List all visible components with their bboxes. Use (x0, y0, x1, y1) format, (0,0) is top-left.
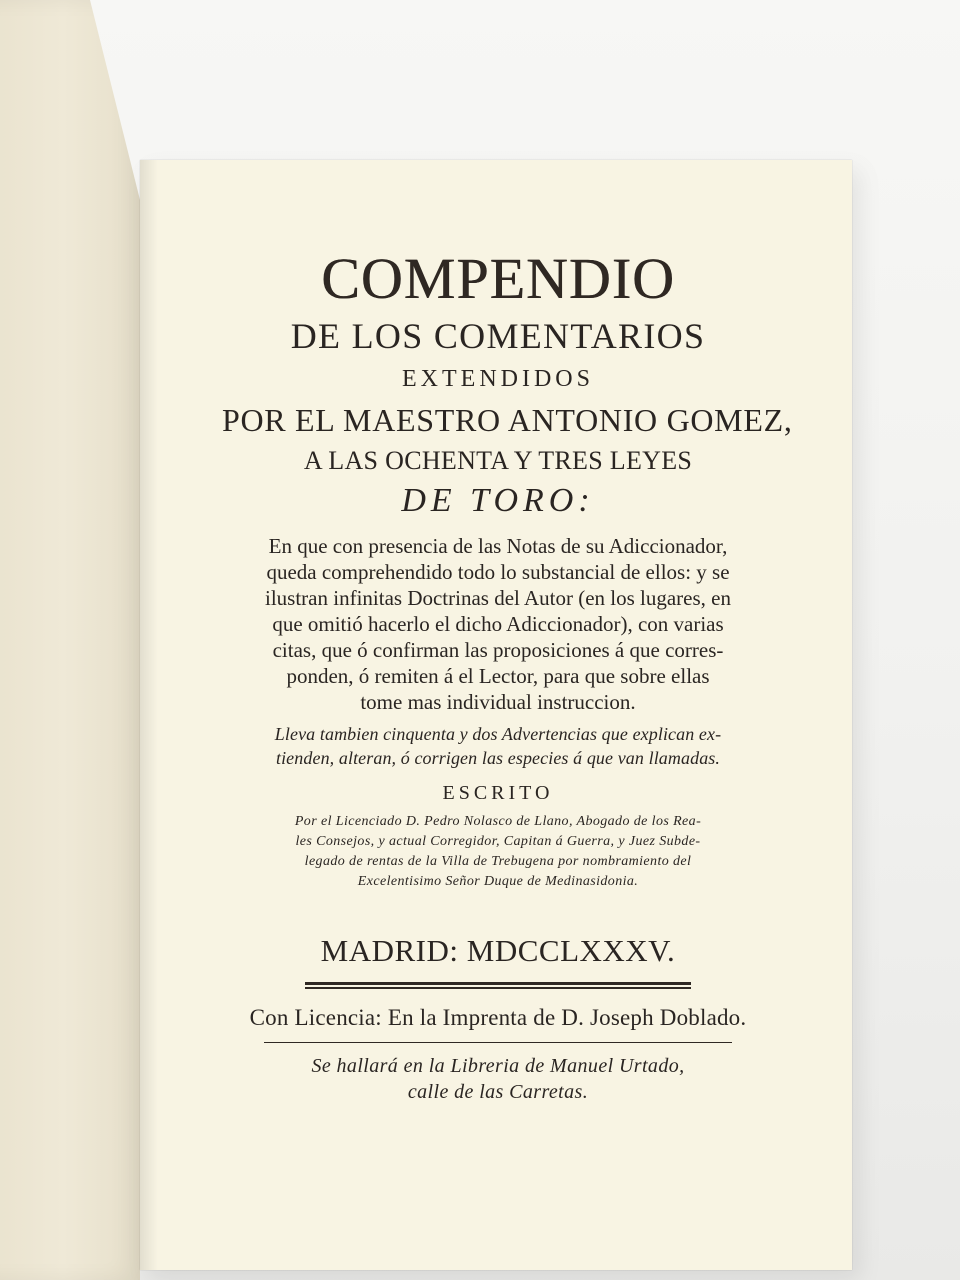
description-line: En que con presencia de las Notas de su Adiccionador, (268, 534, 728, 558)
escrito-label: ESCRITO (442, 782, 554, 804)
description (222, 533, 774, 715)
author-block (222, 812, 774, 892)
italic-note-line: tienden, alteran, ó corrigen las especies á que van llamadas. (275, 748, 721, 768)
thin-rule (264, 1042, 732, 1043)
description-line: tome mas individual instruccion. (360, 690, 636, 714)
author-line: Por el Licenciado D. Pedro Nolasco de Llano, Abogado de los Rea- (294, 814, 702, 829)
author-line: legado de rentas de la Villa de Trebugena por nombramiento del (304, 854, 692, 869)
subtitle-line: A LAS OCHENTA Y TRES LEYES (303, 446, 693, 475)
seller-note (222, 1053, 774, 1105)
description-line: que omitió hacerlo el dicho Adiccionador), con varias (272, 612, 724, 636)
seller-line: calle de las Carretas. (407, 1081, 589, 1103)
description-line: citas, que ó confirman las proposiciones á que corres- (272, 638, 724, 662)
italic-note (222, 722, 774, 770)
seller-line: Se hallará en la Libreria de Manuel Urtado, (311, 1055, 685, 1077)
author-line: Excelentisimo Señor Duque de Medinasidonia. (357, 874, 639, 889)
title-page-content (222, 246, 793, 1105)
description-line: ponden, ó remiten á el Lector, para que sobre ellas (286, 664, 710, 688)
description-line: ilustran infinitas Doctrinas del Autor (en los lugares, en (265, 586, 731, 610)
subtitle-line: POR EL MAESTRO ANTONIO GOMEZ, (222, 402, 793, 438)
imprint: Con Licencia: En la Imprenta de D. Joseph Doblado. (249, 1005, 747, 1030)
main-title: COMPENDIO (321, 246, 675, 311)
title-page (140, 160, 852, 1270)
left-page-edge (0, 0, 140, 1280)
subtitle-line: DE LOS COMENTARIOS (290, 316, 706, 356)
italic-note-line: Lleva tambien cinquenta y dos Advertencias que explican ex- (274, 724, 722, 744)
subtitle-line: DE TORO: (401, 482, 595, 519)
place-date: MADRID: MDCCLXXXV. (320, 933, 676, 968)
author-line: les Consejos, y actual Corregidor, Capitan á Guerra, y Juez Subde- (295, 834, 701, 849)
description-line: queda comprehendido todo lo substancial de ellos: y se (266, 560, 730, 584)
double-rule (305, 980, 691, 992)
subtitle-line: EXTENDIDOS (402, 366, 594, 392)
